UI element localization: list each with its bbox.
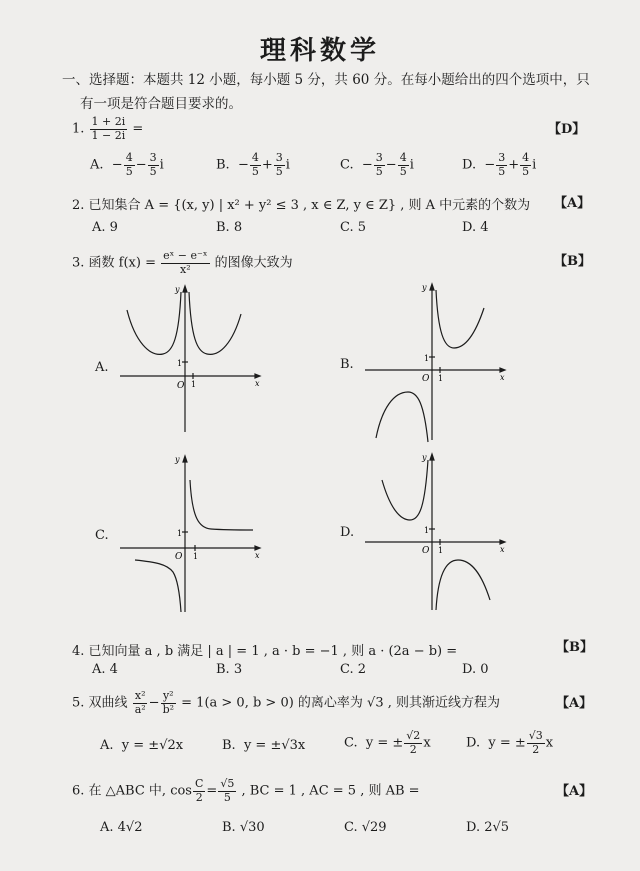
question-4-option-d[interactable]: D. 0	[462, 662, 489, 677]
fraction-num: 4	[251, 151, 259, 164]
graph-b-y-arrow	[430, 284, 434, 290]
question-5-option-d[interactable]	[466, 730, 553, 756]
option-label: C.	[340, 157, 354, 173]
question-3-prefix: 3. 函数 f(x) =	[72, 255, 156, 271]
graph-a-y-label: y	[175, 285, 180, 294]
question-1-option-a[interactable]	[90, 152, 164, 178]
question-5-answer: 【A】	[556, 696, 593, 711]
question-5-prefix: 5. 双曲线	[72, 695, 128, 711]
graph-d-one-y: 1	[424, 526, 430, 535]
question-2-option-d[interactable]: D. 4	[462, 220, 489, 235]
question-6-option-d[interactable]: D. 2√5	[466, 820, 510, 835]
option-fraction	[496, 152, 507, 178]
option-pre: y = ±	[365, 735, 404, 751]
option-operator: −	[135, 157, 147, 173]
graph-d[interactable]	[360, 450, 510, 615]
question-6-option-c[interactable]: C. √29	[344, 820, 387, 835]
option-operator: +	[261, 157, 273, 173]
question-3-numerator: eˣ − e⁻ˣ	[163, 249, 208, 262]
question-5	[72, 690, 500, 716]
question-6-equals: =	[206, 783, 218, 799]
question-3-fraction	[161, 250, 209, 276]
graph-b-y-label: y	[422, 283, 427, 292]
option-sign: −	[484, 157, 496, 173]
question-3-denominator: x²	[180, 262, 191, 276]
question-5-option-a[interactable]	[100, 738, 183, 753]
fraction-den: 5	[498, 164, 506, 178]
fraction-den: 2	[195, 790, 203, 804]
fraction-num: 4	[125, 151, 133, 164]
graph-d-y-arrow	[430, 454, 434, 460]
option-label: C.	[344, 735, 358, 751]
fraction-den: 2	[409, 742, 417, 756]
graph-a-one-y: 1	[177, 359, 183, 368]
option-tail: i	[532, 157, 537, 173]
option-label: A.	[90, 157, 104, 173]
question-1-numerator: 1 + 2i	[91, 115, 126, 128]
option-tail: i	[159, 157, 164, 173]
question-6-rest: , BC = 1 , AC = 5 , 则 AB =	[241, 783, 420, 799]
fraction-num: y²	[162, 689, 174, 702]
question-1-option-c[interactable]	[340, 152, 414, 178]
option-fraction	[404, 730, 422, 756]
question-6	[72, 778, 420, 804]
graph-c-x-arrow	[255, 546, 260, 550]
fraction-den: 5	[251, 164, 259, 178]
graph-b-x-label: x	[500, 373, 505, 382]
fraction-num: 3	[275, 151, 283, 164]
question-1-answer: 【D】	[548, 122, 586, 137]
fraction-num: 4	[522, 151, 530, 164]
fraction-num: √2	[406, 729, 421, 742]
graph-c[interactable]	[115, 452, 265, 617]
question-6-answer: 【A】	[556, 784, 593, 799]
graph-a-label: A.	[95, 360, 109, 375]
graph-c-one-x: 1	[193, 552, 199, 561]
graph-c-label: C.	[95, 528, 109, 543]
question-4-option-a[interactable]: A. 4	[92, 662, 118, 677]
option-text: y = ±√3x	[243, 738, 306, 753]
option-tail: i	[409, 157, 414, 173]
question-6-prefix: 6. 在 △ABC 中, cos	[72, 783, 192, 799]
fraction-den: 5	[149, 164, 157, 178]
option-tail: i	[285, 157, 290, 173]
fraction-den: 5	[375, 164, 383, 178]
question-6-option-a[interactable]: A. 4√2	[100, 820, 143, 835]
graph-a-origin: O	[177, 381, 185, 391]
question-4-answer: 【B】	[556, 640, 593, 655]
graph-b-label: B.	[340, 357, 354, 372]
fraction-den: 5	[522, 164, 530, 178]
question-5-fraction-x	[133, 690, 148, 716]
option-label: D.	[466, 735, 481, 751]
option-fraction	[250, 152, 261, 178]
graph-c-left-branch	[135, 560, 181, 612]
option-text: y = ±√2x	[121, 738, 184, 753]
fraction-num: 3	[375, 151, 383, 164]
fraction-den: b²	[162, 702, 175, 716]
question-2: 2. 已知集合 A = {(x, y) | x² + y² ≤ 3 , x ∈ Z, y ∈ Z} , 则 A 中元素的个数为	[72, 198, 531, 213]
graph-c-x-label: x	[255, 551, 260, 560]
graph-d-right-branch	[436, 560, 490, 610]
section-intro-line1: 一、选择题：本题共 12 小题，每小题 5 分，共 60 分。在每小题给出的四个选项中，只	[62, 72, 590, 88]
option-label: B.	[216, 157, 230, 173]
question-1-option-d[interactable]	[462, 152, 536, 178]
graph-d-one-x: 1	[438, 546, 444, 555]
fraction-num: C	[194, 777, 204, 790]
option-fraction	[124, 152, 135, 178]
question-1-denominator: 1 − 2i	[91, 128, 126, 142]
question-5-fraction-y	[161, 690, 176, 716]
question-4: 4. 已知向量 a , b 满足 | a | = 1 , a · b = −1 , 则 a · (2a − b) =	[72, 644, 458, 659]
graph-a-y-arrow	[183, 286, 187, 292]
graph-d-left-branch	[382, 460, 428, 520]
option-operator: +	[508, 157, 520, 173]
graph-c-right-branch	[190, 480, 253, 530]
option-fraction	[520, 152, 531, 178]
graph-d-x-label: x	[500, 545, 505, 554]
question-5-option-b[interactable]	[222, 738, 305, 753]
fraction-den: 5	[275, 164, 283, 178]
question-1-option-b[interactable]	[216, 152, 290, 178]
fraction-den: 5	[125, 164, 133, 178]
option-operator: −	[385, 157, 397, 173]
question-6-fraction-sqrt5	[218, 778, 236, 804]
option-fraction	[527, 730, 545, 756]
fraction-num: 3	[149, 151, 157, 164]
option-fraction	[398, 152, 409, 178]
option-fraction	[148, 152, 159, 178]
option-sign: −	[237, 157, 249, 173]
question-5-minus: −	[148, 695, 160, 711]
graph-d-y-label: y	[422, 453, 427, 462]
fraction-num: x²	[134, 689, 146, 702]
question-1-equals: =	[132, 121, 144, 137]
question-2-option-a[interactable]: A. 9	[92, 220, 118, 235]
option-fraction	[374, 152, 385, 178]
option-fraction	[274, 152, 285, 178]
question-3	[72, 250, 293, 276]
graph-a-left-branch	[127, 292, 181, 354]
graph-b-origin: O	[422, 374, 430, 384]
graph-a[interactable]	[115, 282, 265, 442]
graph-a-right-branch	[189, 292, 241, 354]
graph-c-one-y: 1	[177, 529, 183, 538]
question-2-option-c[interactable]: C. 5	[340, 220, 367, 235]
question-2-option-b[interactable]: B. 8	[216, 220, 243, 235]
fraction-den: a²	[134, 702, 146, 716]
fraction-den: 5	[223, 790, 231, 804]
fraction-den: 5	[399, 164, 407, 178]
graph-c-y-label: y	[175, 455, 180, 464]
option-label: B.	[222, 738, 236, 753]
page-title: 理科数学	[259, 36, 380, 66]
graph-b-right-branch	[436, 290, 484, 348]
question-1-fraction	[90, 116, 128, 142]
section-intro-line2: 有一项是符合题目要求的。	[80, 96, 242, 112]
question-1	[72, 116, 143, 142]
graph-d-label: D.	[340, 525, 355, 540]
question-2-answer: 【A】	[554, 196, 591, 211]
question-4-option-b[interactable]: B. 3	[216, 662, 243, 677]
graph-d-origin: O	[422, 546, 430, 556]
fraction-den: 2	[532, 742, 540, 756]
graph-b[interactable]	[360, 280, 510, 445]
question-3-suffix: 的图像大致为	[214, 255, 293, 271]
option-sign: −	[111, 157, 123, 173]
question-5-rest: = 1(a > 0, b > 0) 的离心率为 √3 , 则其渐近线方程为	[181, 695, 501, 711]
option-label: D.	[462, 157, 477, 173]
question-4-option-c[interactable]: C. 2	[340, 662, 367, 677]
graph-b-left-branch	[376, 392, 428, 442]
option-post: x	[545, 735, 554, 751]
option-label: A.	[100, 738, 114, 753]
option-pre: y = ±	[488, 735, 526, 751]
graph-c-y-arrow	[183, 456, 187, 462]
graph-b-one-y: 1	[424, 354, 430, 363]
graph-a-one-x: 1	[191, 380, 197, 389]
graph-a-x-label: x	[255, 379, 260, 388]
graph-a-x-arrow	[255, 374, 260, 378]
question-5-option-c[interactable]	[344, 730, 431, 756]
fraction-num: √3	[528, 729, 543, 742]
question-3-answer: 【B】	[554, 254, 591, 269]
question-6-option-b[interactable]: B. √30	[222, 820, 265, 835]
fraction-num: √5	[220, 777, 235, 790]
graph-c-origin: O	[175, 552, 183, 562]
fraction-num: 3	[498, 151, 506, 164]
fraction-num: 4	[399, 151, 407, 164]
question-1-number: 1.	[72, 121, 85, 137]
graph-d-x-arrow	[500, 540, 505, 544]
graph-b-x-arrow	[500, 368, 505, 372]
graph-b-one-x: 1	[438, 374, 444, 383]
question-6-fraction-c	[193, 778, 205, 804]
option-sign: −	[361, 157, 373, 173]
option-post: x	[423, 735, 431, 751]
